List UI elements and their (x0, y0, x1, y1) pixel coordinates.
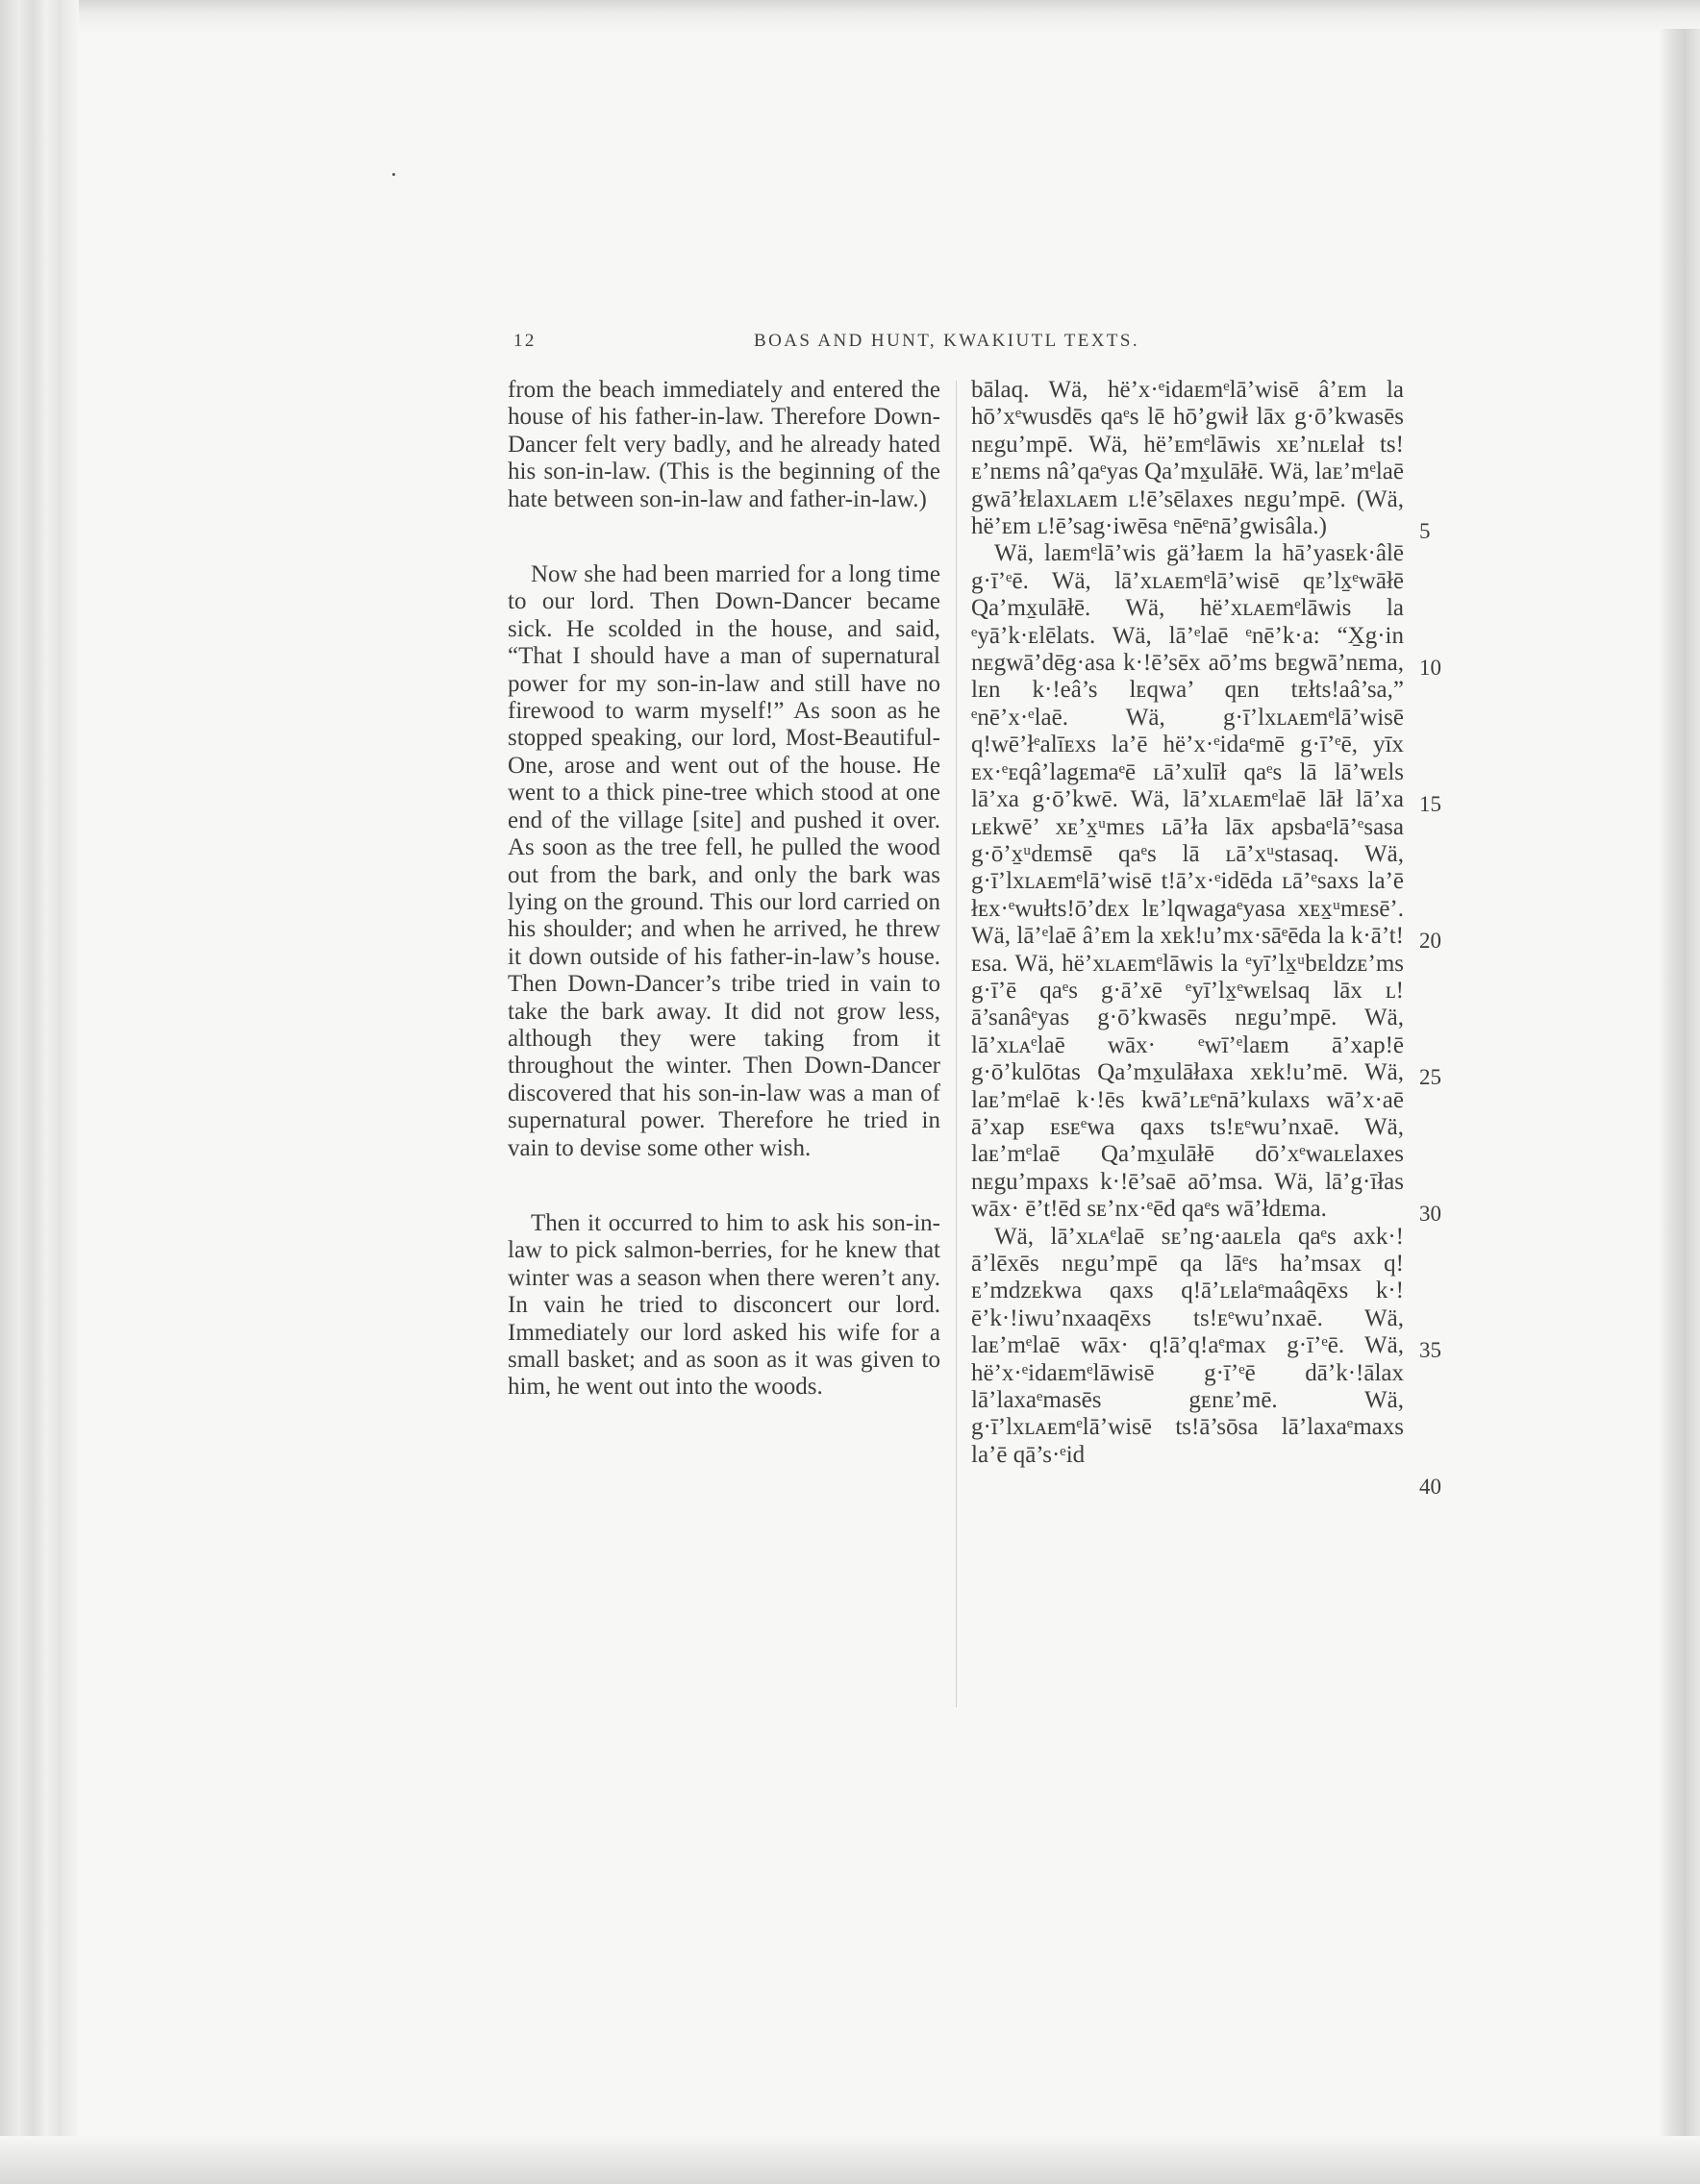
line-number: 5 (1419, 519, 1431, 543)
kwakiutl-paragraph: Wä, lā’xʟᴀᵉlaē sᴇ’ng·aaʟᴇla qaᵉs axk·!ā’lēxēs nᴇgu’mpē qa lāᵉs ha’msax q!ᴇ’mdzᴇkwa qaxs q!ā’ʟᴇlaᵉmaâqēxs k·!ē’k·!iwu’nxaaqēxs ts!ᴇᵉwu’nxaē. Wä, laᴇ’mᵉlaē wāx· q!ā’q!aᵉmax g·ī’ᵉē. Wä, hë’x·ᵉidaᴇmᵉlāwisē g·ī’ᵉē dā’k·!ālax lā’laxaᵉmasēs gᴇnᴇ’mē. Wä, g·ī’lxʟᴀᴇmᵉlā’wisē ts!ā’sōsa lā’laxaᵉmaxs la’ē qā’s·ᵉid (971, 1223, 1404, 1468)
english-column (508, 377, 940, 1402)
line-number: 40 (1419, 1475, 1441, 1499)
page-edge-bottom (0, 2136, 1700, 2184)
line-number: 30 (1419, 1202, 1441, 1226)
kwakiutl-column (971, 377, 1404, 1469)
column-divider (956, 381, 957, 1707)
running-title: BOAS AND HUNT, KWAKIUTL TEXTS. (754, 331, 1139, 351)
line-number: 25 (1419, 1065, 1441, 1089)
english-paragraph: Then it occurred to him to ask his son-in-law to pick salmon-berries, for he knew that winter was a season when there weren’t any. In vain he tried to disconcert our lord. Immediately our lord asked his wife for a small basket; and as soon as it was given to him, he went out into the woods. (508, 1209, 940, 1401)
kwakiutl-paragraph: bālaq. Wä, hë’x·ᵉidaᴇmᵉlā’wisē â’ᴇm la hō’xᵉwusdēs qaᵉs lē hō’gwił lāx g·ō’kwasēs nᴇgu’mpē. Wä, hë’ᴇmᵉlāwis xᴇ’nʟᴇlał ts!ᴇ’nᴇms nâ’qaᵉyas Qa’mx̱ulāłē. Wä, laᴇ’mᵉlaē gwā’łᴇlaxʟᴀᴇm ʟ!ē’sēlaxes nᴇgu’mpē. (Wä, hë’ᴇm ʟ!ē’sag·iwēsa ᵉnēᵉnā’gwisâla.) (971, 377, 1404, 540)
scan-speck (392, 173, 395, 176)
line-number: 20 (1419, 929, 1441, 953)
page-edge-top (0, 0, 1700, 33)
kwakiutl-paragraph: Wä, laᴇmᵉlā’wis gä’łaᴇm la hā’yasᴇk·âlē g·ī’ᵉē. Wä, lā’xʟᴀᴇmᵉlā’wisē qᴇ’lx̱ᵉwāłē Qa’mx̱ulāłē. Wä, hë’xʟᴀᴇmᵉlāwis la ᵉyā’k·ᴇlēlats. Wä, lā’ᵉlaē ᵉnē’k·a: “X̱g·in nᴇgwā’dēg·asa k·!ē’sēx aō’ms bᴇgwā’nᴇma, lᴇn k·!eâ’s lᴇqwa’ qᴇn tᴇłts!aâ’sa,” ᵉnē’x·ᵉlaē. Wä, g·ī’lxʟᴀᴇmᵉlā’wisē q!wē’łᵉalīᴇxs la’ē hë’x·ᵉidaᵉmē g·ī’ᵉē, yīx ᴇx·ᵉᴇqâ’lagᴇmaᵉē ʟā’xulīł qaᵉs lā lā’wᴇls lā’xa g·ō’kwē. Wä, lā’xʟᴀᴇmᵉlaē lāł lā’xa ʟᴇkwē’ xᴇ’x̱ᵘmᴇs ʟā’ła lāx apsbaᵉlā’ᵉsasa g·ō’x̱ᵘdᴇmsē qaᵉs lā ʟā’xᵘstasaq. Wä, g·ī’lxʟᴀᴇmᵉlā’wisē t!ā’x·ᵉidēda ʟā’ᵉsaxs la’ē łᴇx·ᵉwułts!ō’dᴇx lᴇ’lqwagaᵉyasa xᴇx̱ᵘmᴇsē’. Wä, lā’ᵉlaē â’ᴇm la xᴇk!u’mx·sāᵉēda la k·ā’t!ᴇsa. Wä, hë’xʟᴀᴇmᵉlāwis la ᵉyī’lx̱ᵘbᴇldzᴇ’ms g·ī’ē qaᵉs g·ā’xē ᵉyī’lx̱ᵉwᴇlsaq lāx ʟ!ā’sanâᵉyas g·ō’kwasēs nᴇgu’mpē. Wä, lā’xʟᴀᵉlaē wāx· ᵉwī’ᵉlaᴇm ā’xap!ē g·ō’kulōtas Qa’mx̱ulāłaxa xᴇk!u’mē. Wä, laᴇ’mᵉlaē k·!ēs kwā’ʟᴇᵉnā’kulaxs wā’x·aē ā’xap ᴇsᴇᵉwa qaxs ts!ᴇᵉwu’nxaē. Wä, laᴇ’mᵉlaē Qa’mx̱ulāłē dō’xᵉwaʟᴇlaxes nᴇgu’mpaxs k·!ē’saē aō’msa. Wä, lā’g·īłas wāx· ē’t!ēd sᴇ’nx·ᵉēd qaᵉs wā’łdᴇma. (971, 540, 1404, 1223)
english-paragraph: from the beach immediately and entered the house of his father-in-law. Therefore Down-Dancer felt very badly, and he already hated his son-in-law. (This is the beginning of the hate between son-in-law and father-in-law.) (508, 377, 940, 512)
english-paragraph: Now she had been married for a long time to our lord. Then Down-Dancer became sick. He scolded in the house, and said, “That I should have a man of supernatural power for my son-in-law and still have no firewood to warm myself!” As soon as he stopped speaking, our lord, Most-Beautiful-One, arose and went out of the house. He went to a thick pine-tree which stood at one end of the village [site] and pushed it over. As soon as the tree fell, he pulled the wood out from the bark, and only the bark was lying on the ground. This our lord carried on his shoulder; and when he arrived, he threw it down outside of his father-in-law’s house. Then Down-Dancer’s tribe tried in vain to take the bark away. It did not grow less, although they were taking from it throughout the winter. Then Down-Dancer discovered that his son-in-law was a man of supernatural power. Therefore he tried in vain to devise some other wish. (508, 561, 940, 1161)
page-number: 12 (513, 331, 537, 351)
line-number: 35 (1419, 1338, 1441, 1362)
line-number: 15 (1419, 792, 1441, 816)
page-edge-right (1660, 29, 1700, 2184)
line-number: 10 (1419, 656, 1441, 680)
running-head (513, 331, 1398, 369)
page-edge-left (0, 0, 79, 2184)
